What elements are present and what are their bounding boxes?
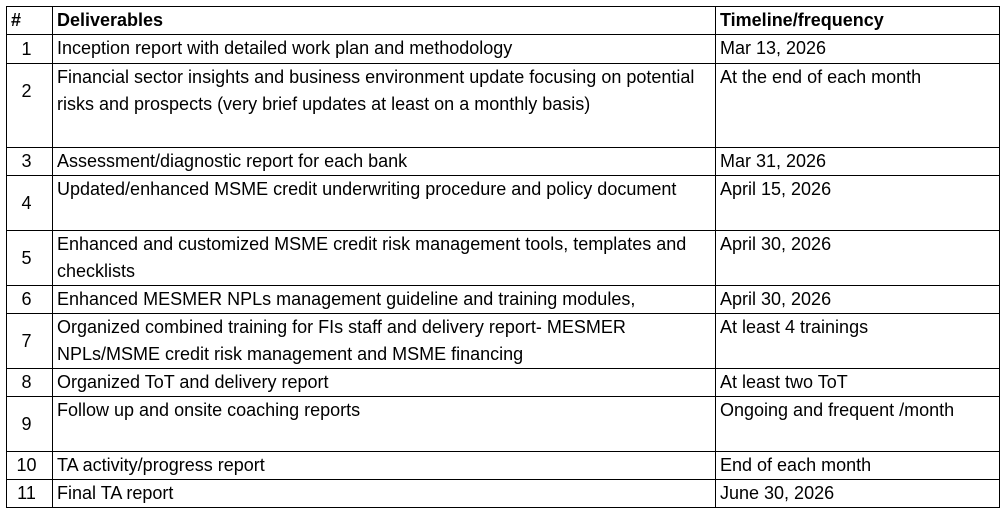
table-row [7,314,1000,369]
row-timeline: Mar 31, 2026 [716,148,1000,176]
row-timeline: At the end of each month [716,64,1000,148]
row-number: 4 [7,176,53,231]
row-timeline: Mar 13, 2026 [716,35,1000,64]
row-deliverable: Follow up and onsite coaching reports [53,397,716,452]
row-timeline: At least two ToT [716,369,1000,397]
table-row [7,64,1000,148]
table-row [7,286,1000,314]
row-timeline: At least 4 trainings [716,314,1000,369]
table-row [7,231,1000,286]
header-number: # [7,7,53,35]
table-row [7,369,1000,397]
header-row [7,7,1000,35]
row-deliverable: Updated/enhanced MSME credit underwriting procedure and policy document [53,176,716,231]
deliverables-table [6,6,1000,508]
row-timeline: April 30, 2026 [716,286,1000,314]
row-deliverable: Inception report with detailed work plan and methodology [53,35,716,64]
row-number: 7 [7,314,53,369]
row-deliverable: Final TA report [53,480,716,508]
row-number: 6 [7,286,53,314]
row-number: 5 [7,231,53,286]
row-timeline: April 15, 2026 [716,176,1000,231]
row-timeline: End of each month [716,452,1000,480]
row-number: 10 [7,452,53,480]
row-deliverable: Enhanced MESMER NPLs management guideline and training modules, [53,286,716,314]
row-number: 9 [7,397,53,452]
row-timeline: Ongoing and frequent /month [716,397,1000,452]
row-number: 11 [7,480,53,508]
row-deliverable: TA activity/progress report [53,452,716,480]
row-deliverable: Assessment/diagnostic report for each bank [53,148,716,176]
row-deliverable: Financial sector insights and business environment update focusing on potential risks and prospects (very brief updates at least on a monthly basis) [53,64,716,148]
row-timeline: June 30, 2026 [716,480,1000,508]
row-timeline: April 30, 2026 [716,231,1000,286]
table-row [7,176,1000,231]
table-row [7,397,1000,452]
row-deliverable: Organized combined training for FIs staff and delivery report- MESMER NPLs/MSME credit risk management and MSME financing [53,314,716,369]
table-row [7,480,1000,508]
row-number: 8 [7,369,53,397]
row-number: 2 [7,64,53,148]
header-deliverables: Deliverables [53,7,716,35]
row-number: 1 [7,35,53,64]
row-deliverable: Enhanced and customized MSME credit risk management tools, templates and checklists [53,231,716,286]
header-timeline: Timeline/frequency [716,7,1000,35]
table-row [7,148,1000,176]
row-number: 3 [7,148,53,176]
row-deliverable: Organized ToT and delivery report [53,369,716,397]
table-row [7,452,1000,480]
table-row [7,35,1000,64]
